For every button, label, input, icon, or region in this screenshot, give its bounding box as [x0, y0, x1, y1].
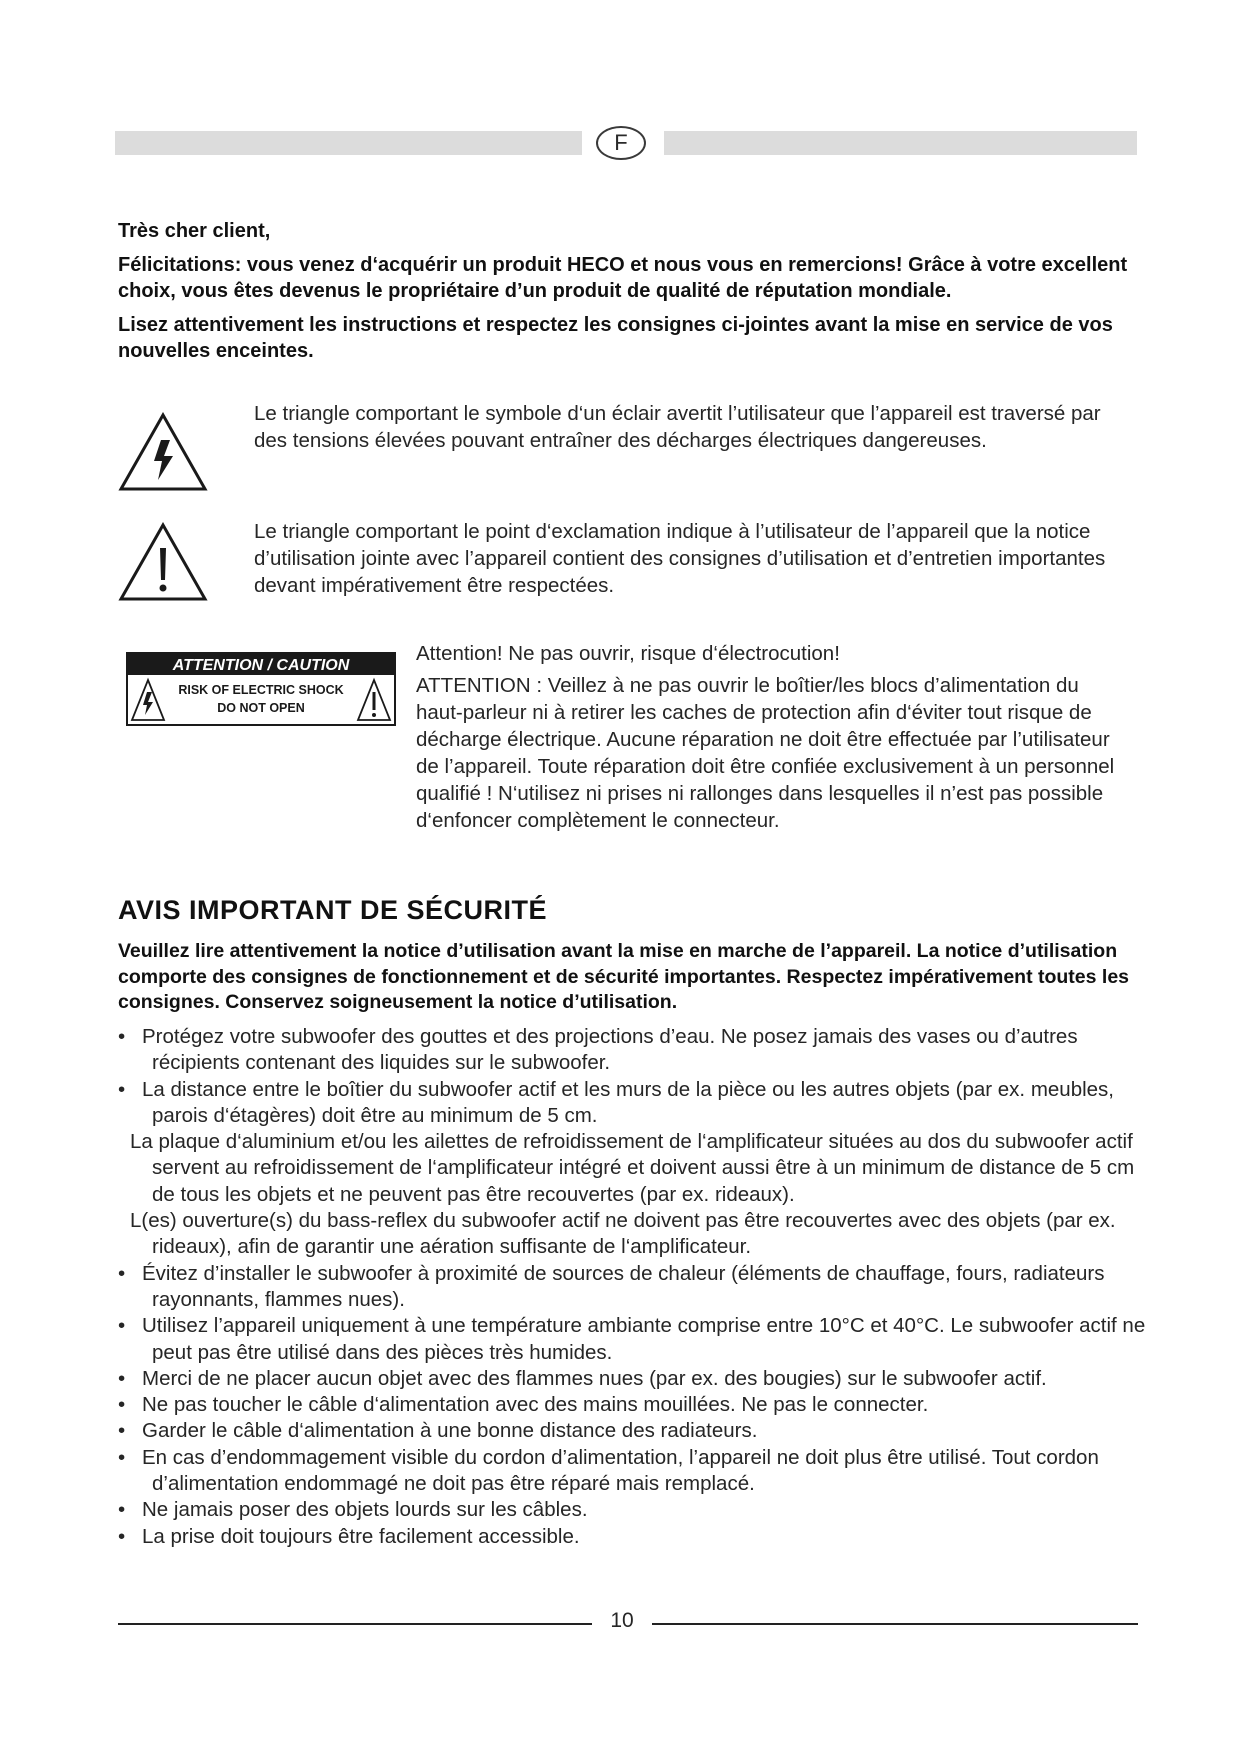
- page-number: 10: [610, 1609, 634, 1632]
- footer-rule-right: [652, 1623, 1138, 1625]
- lightning-warning-icon: [118, 412, 208, 492]
- safety-title: AVIS IMPORTANT DE SÉCURITÉ: [118, 895, 548, 925]
- caution-heading: Attention! Ne pas ouvrir, risque d‘électrocution!: [416, 642, 840, 665]
- list-item: • En cas d’endommagement visible du cordon d’alimentation, l’appareil ne doit plus être utilisé. Tout cordon d’alimentation endommagé ne doit pas être réparé mais remplacé.: [118, 1445, 1148, 1498]
- list-item: • La prise doit toujours être facilement accessible.: [118, 1524, 1148, 1550]
- header-band-right: [664, 131, 1137, 155]
- list-item: • Protégez votre subwoofer des gouttes et des projections d’eau. Ne posez jamais des vases ou d’autres récipients contenant des liquides sur le subwoofer.: [118, 1024, 1148, 1077]
- caution-label-line1: RISK OF ELECTRIC SHOCK: [178, 683, 344, 697]
- language-badge: F: [596, 126, 646, 160]
- list-item: L(es) ouverture(s) du bass-reflex du subwoofer actif ne doivent pas être recouvertes avec des objets (par ex. rideaux), afin de garantir une aération suffisante de l‘amplificateur.: [130, 1209, 1116, 1259]
- exclamation-warning-icon: [118, 522, 208, 602]
- safety-intro: Veuillez lire attentivement la notice d’utilisation avant la mise en marche de l’appareil. La notice d’utilisation comporte des consignes de fonctionnement et de sécurité importantes. Respectez impérativement toutes les consignes. Conservez soigneusement la notice d’utilisation.: [118, 940, 1130, 1013]
- congrats-text: Félicitations: vous venez d‘acquérir un produit HECO et nous vous en remercions! Grâce à votre excellent choix, vous êtes devenus le propriétaire d’un produit de qualité de réputation mondiale.: [118, 254, 1128, 302]
- safety-list: [118, 1024, 1148, 1550]
- list-item: La plaque d‘aluminium et/ou les ailettes de refroidissement de l‘amplificateur situées au dos du subwoofer actif servent au refroidissement de l‘amplificateur intégré et doivent aussi être à un minimum de distance de 5 cm de tous les objets et ne peuvent pas être recouvertes (par ex. rideaux).: [130, 1130, 1135, 1206]
- lightning-warning-text: Le triangle comportant le symbole d‘un éclair avertit l’utilisateur que l’appareil est traversé par des tensions élevées pouvant entraîner des décharges électriques dangereuses.: [254, 402, 1101, 452]
- exclamation-warning-text: Le triangle comportant le point d‘exclamation indique à l’utilisateur de l’appareil que la notice d’utilisation jointe avec l’appareil contient des consignes d’utilisation et d’entretien importantes devant impérativement être respectées.: [254, 520, 1106, 597]
- caution-label: [126, 652, 396, 726]
- list-item: • Garder le câble d‘alimentation à une bonne distance des radiateurs.: [118, 1418, 1148, 1444]
- intro-section: [118, 218, 1138, 364]
- header-band-left: [115, 131, 582, 155]
- caution-text: ATTENTION : Veillez à ne pas ouvrir le boîtier/les blocs d’alimentation du haut-parleur ni à retirer les caches de protection afin d‘éviter tout risque de décharge électrique. Aucune réparation ne doit être effectuée par l’utilisateur de l’appareil. Toute réparation doit être confiée exclusivement à un personnel qualifié ! N‘utilisez ni prises ni rallonges dans lesquelles il n’est pas possible d‘enfoncer complètement le connecteur.: [416, 674, 1115, 832]
- list-item: • Ne jamais poser des objets lourds sur les câbles.: [118, 1497, 1148, 1523]
- list-item: • Ne pas toucher le câble d‘alimentation avec des mains mouillées. Ne pas le connecter.: [118, 1392, 1148, 1418]
- caution-label-line2: DO NOT OPEN: [217, 701, 305, 715]
- list-item: • Utilisez l’appareil uniquement à une température ambiante comprise entre 10°C et 40°C. Le subwoofer actif ne peut pas être utilisé dans des pièces très humides.: [118, 1313, 1148, 1366]
- footer-rule-left: [118, 1623, 592, 1625]
- list-item: • Merci de ne placer aucun objet avec des flammes nues (par ex. des bougies) sur le subwoofer actif.: [118, 1366, 1148, 1392]
- read-instructions-text: Lisez attentivement les instructions et respectez les consignes ci-jointes avant la mise en service de vos nouvelles enceintes.: [118, 314, 1113, 362]
- caution-section: [416, 640, 1131, 834]
- greeting: Très cher client,: [118, 220, 271, 242]
- list-item: • Évitez d’installer le subwoofer à proximité de sources de chaleur (éléments de chauffage, fours, radiateurs rayonnants, flammes nues).: [118, 1261, 1148, 1314]
- list-item: • La distance entre le boîtier du subwoofer actif et les murs de la pièce ou les autres objets (par ex. meubles, parois d‘étagères) doit être au minimum de 5 cm.: [118, 1077, 1148, 1130]
- caution-label-title: ATTENTION / CAUTION: [172, 657, 350, 674]
